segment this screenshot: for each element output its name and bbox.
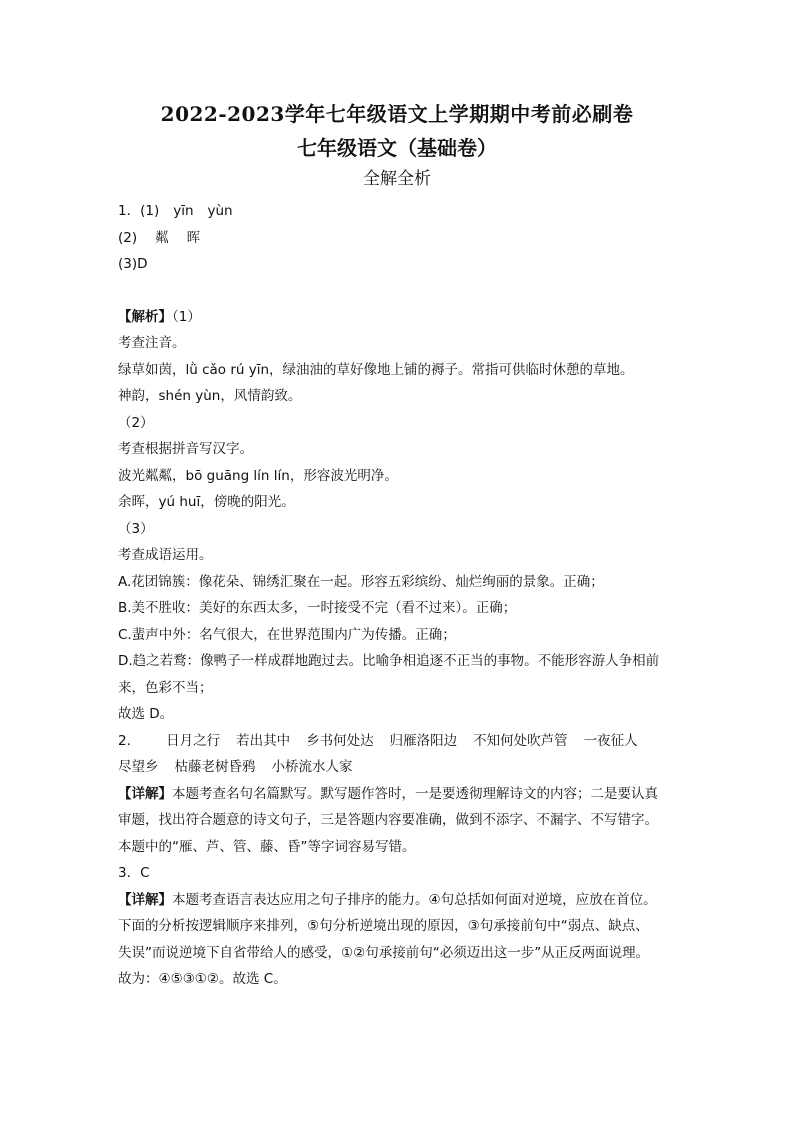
q2-answer: 尽望乡 — [118, 759, 159, 775]
q1-answer-1-item: yīn — [173, 203, 194, 219]
analysis-tag: 【解析】 — [118, 308, 172, 325]
document-subtitle: 七年级语文（基础卷） — [297, 136, 497, 160]
analysis-part: （1） — [172, 308, 201, 325]
answer-content — [118, 198, 718, 993]
q2-answer: 归雁洛阳边 — [389, 732, 458, 749]
q3-detail-line: 失误”而说逆境下自省带给人的感受，①②句承接前句“必须迈出这一步”从正反两面说理。 — [118, 944, 650, 961]
q1-text-line: 波光粼粼，bō guāng lín lín，形容波光明净。 — [118, 467, 398, 484]
q3-detail-line: 下面的分析按逻辑顺序来排列，⑤句分析逆境出现的原因，③句承接前句中“弱点、缺点、 — [118, 918, 649, 934]
q1-text-line: D.趋之若鹜：像鸭子一样成群地跑过去。比喻争相追逐不正当的事物。不能形容游人争相前 — [118, 653, 660, 669]
q1-text-line: B.美不胜收：美好的东西太多，一时接受不完（看不过来）。正确； — [118, 600, 517, 616]
q2-answer: 一夜征人 — [583, 732, 638, 749]
q1-answer-2-item: 粼 — [155, 229, 169, 246]
q3-answer: 3．C — [118, 865, 150, 881]
q1-text-line: （2） — [118, 414, 154, 431]
q1-text-line: 余晖，yú huī，傍晚的阳光。 — [118, 494, 295, 510]
q2-answer: 乡书何处达 — [306, 732, 374, 749]
q1-text-line: 绿草如茵，lǜ cǎo rú yīn，绿油油的草好像地上铺的褥子。常指可供临时休憩的草地。 — [118, 361, 634, 378]
q1-text-line: 考查成语运用。 — [118, 547, 213, 563]
q1-text-line: （3） — [118, 520, 154, 537]
q1-text-line: 来，色彩不当； — [118, 679, 213, 696]
q2-answers-row1 — [118, 728, 718, 755]
q1-text-line: A.花团锦簇：像花朵、锦绣汇聚在一起。形容五彩缤纷、灿烂绚丽的景象。正确； — [118, 573, 604, 590]
q2-answers-row2 — [118, 754, 718, 781]
q2-detail-line — [118, 781, 718, 808]
q2-detail-text: 本题考查名句名篇默写。默写题作答时，一是要透彻理解诗文的内容；二是要认真 — [172, 785, 658, 802]
q2-detail-line: 本题中的“雁、芦、管、藤、昏”等字词容易写错。 — [118, 838, 416, 855]
q2-answer: 若出其中 — [236, 732, 291, 749]
q1-answer-1 — [118, 198, 718, 225]
q1-answer-3: (3)D — [118, 256, 148, 272]
q1-answer-2-label: (2) — [118, 229, 138, 246]
detail-tag: 【详解】 — [118, 891, 172, 908]
q2-number: 2． — [118, 732, 141, 749]
q3-detail-text: 本题考查语言表达应用之句子排序的能力。④句总括如何面对逆境，应放在首位。 — [172, 891, 657, 908]
q1-text-line: 考查注音。 — [118, 335, 186, 351]
q1-answer-1-item: yùn — [207, 203, 233, 219]
q2-detail-line: 审题，找出符合题意的诗文句子，三是答题内容要准确，做到不添字、不漏字、不写错字。 — [118, 812, 658, 828]
q1-text-line: C.蜚声中外：名气很大，在世界范围内广为传播。正确； — [118, 626, 456, 643]
q2-answer: 日月之行 — [166, 732, 221, 749]
document-label: 全解全析 — [363, 169, 431, 189]
q2-answer: 不知何处吹芦管 — [473, 732, 568, 749]
document-title: 2022-2023学年七年级语文上学期期中考前必刷卷 — [160, 102, 634, 126]
detail-tag: 【详解】 — [118, 785, 172, 802]
q3-detail-line — [118, 887, 718, 914]
q2-answer: 枯藤老树昏鸦 — [174, 759, 256, 775]
q1-answer-2-item: 晖 — [186, 229, 201, 246]
q1-text-line: 故选 D。 — [118, 706, 174, 722]
q1-analysis-heading — [118, 304, 718, 331]
q1-answer-1-label: 1．(1) — [118, 203, 160, 219]
q3-detail-line: 故为：④⑤③①②。故选 C。 — [118, 971, 287, 987]
q1-answer-2 — [118, 225, 718, 252]
q2-answer: 小桥流水人家 — [271, 759, 353, 775]
q1-text-line: 考查根据拼音写汉字。 — [118, 441, 253, 457]
q1-text-line: 神韵，shén yùn，风情韵致。 — [118, 388, 302, 404]
